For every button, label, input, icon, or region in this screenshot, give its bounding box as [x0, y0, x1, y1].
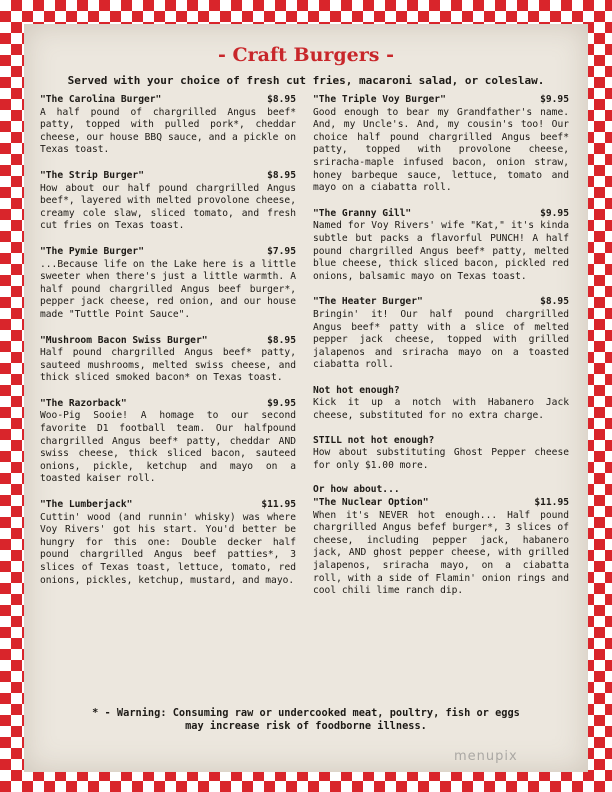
- item-price: $11.95: [534, 497, 569, 509]
- item-name: "The Triple Voy Burger": [313, 94, 446, 105]
- menu-item-nuclear-option: [313, 484, 569, 597]
- nuclear-intro: Or how about...: [313, 484, 400, 496]
- note-not-hot-enough: [313, 385, 569, 423]
- item-price: $11.95: [261, 499, 296, 511]
- item-description: ...Because life on the Lake here is a little sweeter when there's just a little warmth. A half pound chargrilled Angus beef burger*, pepper jack cheese, red onion, and our house made "Tuttle Point Sauce".: [40, 258, 296, 320]
- note-description: How about substituting Ghost Pepper cheese for only $1.00 more.: [313, 447, 569, 471]
- item-price: $7.95: [267, 245, 296, 257]
- menu-item-pymie: [40, 246, 296, 322]
- item-price: $9.95: [540, 94, 569, 105]
- menu-item-granny-gill: [313, 208, 569, 284]
- item-name: "Mushroom Bacon Swiss Burger": [40, 334, 208, 346]
- warning-line: may increase risk of foodborne illness.: [185, 720, 427, 732]
- item-name: "The Nuclear Option": [313, 497, 429, 509]
- item-description: Named for Voy Rivers' wife "Kat," it's kinda subtle but packs a flavorful PUNCH! A half pound chargrilled Angus beef* patty, melted blue cheese, thick sliced bacon, pickled red onions, balsamic mayo on Texas toast.: [313, 220, 569, 282]
- warning-line: * - Warning: Consuming raw or undercooked meat, poultry, fish or eggs: [92, 707, 520, 719]
- item-description: Bringin' it! Our half pound chargrilled Angus beef* patty with a slice of melted pepper jack cheese, topped with grilled jalapenos and sriracha mayo on a toasted ciabatta roll.: [313, 308, 569, 371]
- note-title: Not hot enough?: [313, 384, 400, 396]
- menu-item-strip: [40, 170, 296, 233]
- menu-item-razorback: [40, 398, 296, 486]
- food-safety-warning: [44, 707, 568, 733]
- note-title: STILL not hot enough?: [313, 434, 435, 446]
- menu-item-lumberjack: [40, 499, 296, 587]
- item-price: $9.95: [540, 207, 569, 219]
- item-description: A half pound of chargrilled Angus beef* patty, topped with pulled pork*, cheddar cheese, our house BBQ sauce, and a pickle on Texas toast.: [40, 106, 296, 156]
- watermark: menupix: [454, 749, 518, 764]
- menu-item-triple-voy: [313, 94, 569, 195]
- right-column: [313, 94, 569, 611]
- item-name: "The Lumberjack": [40, 499, 133, 511]
- item-price: $8.95: [267, 94, 296, 105]
- menu-item-carolina: [40, 94, 296, 157]
- item-name: "The Razorback": [40, 397, 127, 409]
- item-description: When it's NEVER hot enough... Half pound chargrilled Angus befef burger*, 3 slices of cheese, including pepper jack, habanero jack, AND ghost pepper cheese, with grilled jalapenos, sriracha mayo, on a ciabatta roll, with a side of Flamin' onion rings and cool chili lime ranch dip.: [313, 509, 569, 597]
- item-description: How about our half pound chargrilled Angus beef*, layered with melted provolone cheese, creamy cole slaw, sliced tomato, and fresh cut fries on Texas toast.: [40, 182, 296, 232]
- item-price: $8.95: [540, 296, 569, 308]
- menu-subtitle: Served with your choice of fresh cut fries, macaroni salad, or coleslaw.: [67, 74, 545, 87]
- note-still-not-hot-enough: [313, 435, 569, 473]
- item-description: Half pound chargrilled Angus beef* patty, sauteed mushrooms, melted swiss cheese, and thick sliced smoked bacon* on Texas toast.: [40, 347, 296, 384]
- menu-page: [24, 24, 588, 772]
- item-name: "The Strip Burger": [40, 169, 144, 181]
- menu-item-heater: [313, 296, 569, 372]
- left-column: [40, 94, 296, 600]
- item-description: Cuttin' wood (and runnin' whisky) was where Voy Rivers' got his start. You'd better be hungry for this one: Double decker half pound chargrilled Angus beef patties*, 3 slices of Texas toast, lettuce, tomato, red onions, pickles, ketchup, mustard, and mayo.: [40, 511, 296, 586]
- note-description: Kick it up a notch with Habanero Jack cheese, substituted for no extra charge.: [313, 397, 569, 422]
- item-description: Woo-Pig Sooie! A homage to our second favorite D1 football team. Our halfpound chargrilled Angus beef* patty, cheddar AND swiss cheese, thick sliced bacon, sauteed onions, pickle, ketchup and mayo on a toasted kaiser roll.: [40, 410, 296, 485]
- item-price: $8.95: [267, 334, 296, 346]
- menu-title: - Craft Burgers -: [218, 44, 394, 66]
- item-price: $9.95: [267, 397, 296, 409]
- item-name: "The Heater Burger": [313, 296, 423, 308]
- menu-item-mushroom-bacon-swiss: [40, 335, 296, 385]
- item-name: "The Pymie Burger": [40, 245, 144, 257]
- item-price: $8.95: [267, 169, 296, 181]
- item-description: Good enough to bear my Grandfather's name. And, my Uncle's. And, my cousin's too! Our choice half pound chargrilled Angus beef* patty, topped with provolone cheese, sriracha-maple infused bacon, onion straw, honey barbeque sauce, lettuce, tomato and mayo on a ciabatta roll.: [313, 106, 569, 194]
- item-name: "The Carolina Burger": [40, 94, 162, 105]
- item-name: "The Granny Gill": [313, 207, 412, 219]
